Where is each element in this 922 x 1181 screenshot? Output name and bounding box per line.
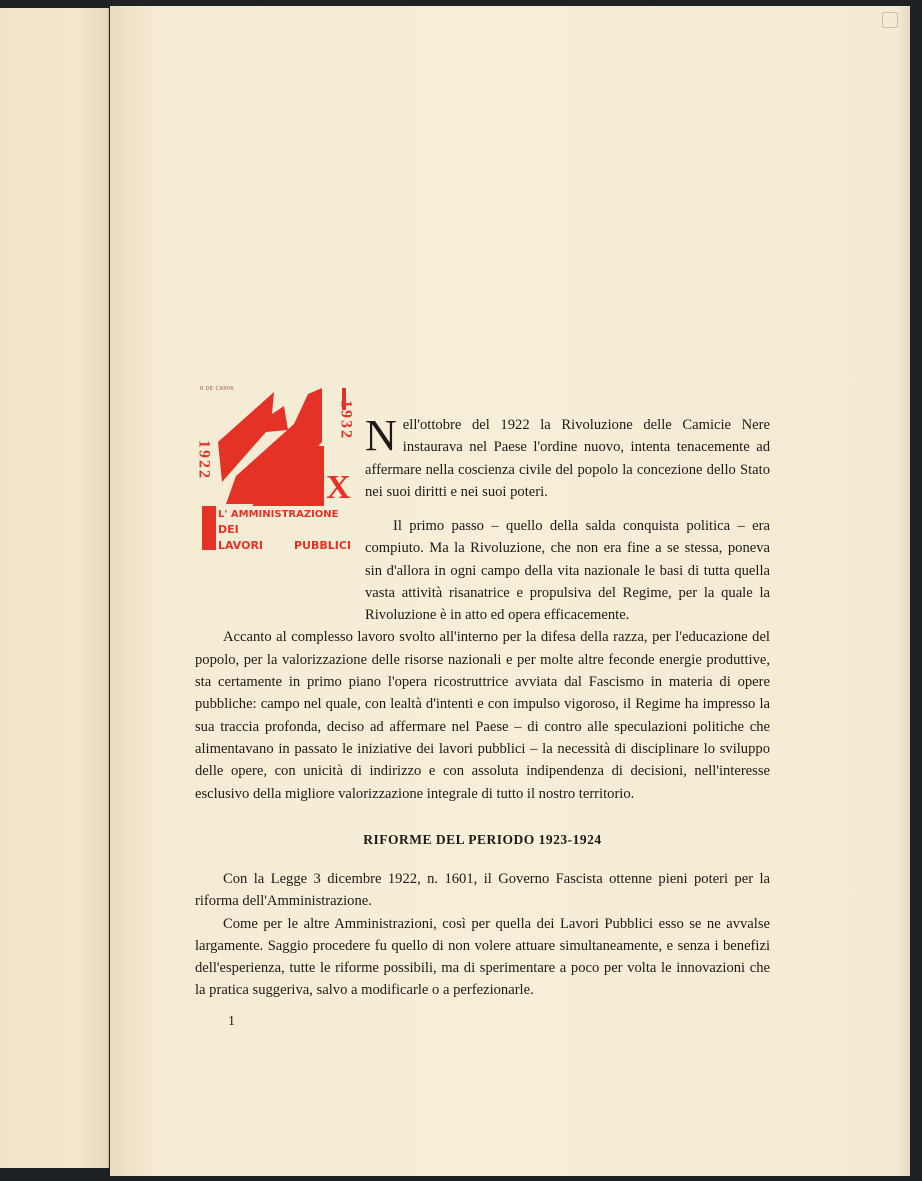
- paragraph-hang-text: Il primo passo – quello della salda conquista politica – era compiuto.: [365, 518, 770, 557]
- page-shadow: [896, 6, 910, 1176]
- page-corner-mark: [882, 12, 898, 28]
- section-body: [195, 868, 770, 1002]
- emblem-line3: LAVORI: [218, 539, 264, 552]
- drop-cap: N: [365, 411, 397, 460]
- intro-text: ell'ottobre del 1922 la Rivoluzione delle Camicie Nere instaurava nel Paese l'ordine nuovo, intenta tenacemente ad affermare nella coscienza civile del popolo la concezione dello Stato nei suoi diritti e nei suoi poteri.: [365, 417, 770, 500]
- page-number: 1: [228, 1014, 235, 1029]
- section-paragraph: Come per le altre Amministrazioni, così per quella dei Lavori Pubblici esso se ne avvalse largamente. Saggio procedere fu quello di non volere attuare simultaneamente, e senza i benefizi dell'esperienza, tutte le riforme possibili, ma di sperimentare a poco per volta le innovazioni che la pratica suggeriva, salvo a modificarle o a perfezionarle.: [195, 915, 770, 999]
- emblem-year-left: 1922: [196, 440, 213, 480]
- emblem-credit: R.DE CARPA: [200, 386, 234, 392]
- emblem-line4: PUBBLICI: [294, 539, 352, 552]
- section-heading: RIFORME DEL PERIODO 1923-1924: [363, 832, 602, 847]
- paragraph-first-step: [365, 515, 770, 626]
- emblem-numeral: X: [326, 469, 351, 506]
- emblem-line2: DEI: [218, 523, 239, 536]
- paragraph-rest-text: Ma la Rivoluzione, che non era fine a se stessa, poneva sin d'allora in ogni campo della vita nazionale le basi di tutta quella vasta attività risanatrice e propulsiva del Regime, per la quale la Rivoluzione è in atto ed opera efficacemente.: [365, 540, 770, 624]
- intro-paragraph: [195, 411, 770, 503]
- emblem-year-right: 1932: [337, 400, 355, 440]
- left-page-edge: [0, 8, 109, 1168]
- body-paragraphs: [195, 515, 770, 805]
- paragraph-public-works: Accanto al complesso lavoro svolto all'interno per la difesa della razza, per l'educazione del popolo, per la valorizzazione delle risorse nazionali e per molte altre feconde energie produttive, sta certamente in primo piano l'opera ricostruttrice avviata dal Fascismo in materia di opere pubbliche: campo nel quale, con lealtà d'intenti e con impulso vigoroso, il Regime ha impresso la sua traccia profonda, deciso ad affermare nel Paese – di contro alle speculazioni politiche che alimentavano in passato le iniziative dei lavori pubblici – la necessità di disciplinare lo sviluppo delle opere, con unicità di indirizzo e con assoluta indipendenza di decisioni, nell'interesse esclusivo della migliore valorizzazione integrale di tutto il nostro territorio.: [195, 629, 770, 802]
- book-page: [110, 6, 910, 1176]
- section-paragraph: Con la Legge 3 dicembre 1922, n. 1601, il Governo Fascista ottenne pieni poteri per la riforma dell'Amministrazione.: [195, 871, 770, 910]
- emblem-line1: L' AMMINISTRAZIONE: [218, 509, 339, 520]
